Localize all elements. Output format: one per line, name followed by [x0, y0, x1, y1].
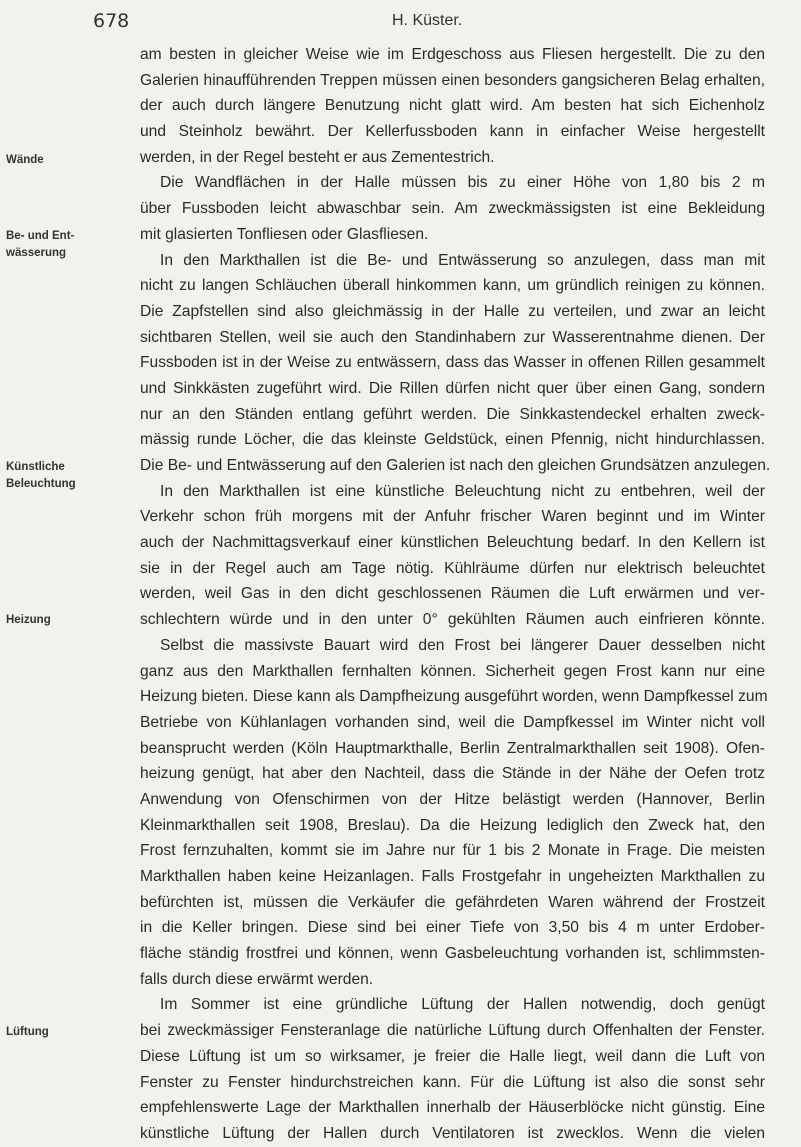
text-line: beansprucht werden (Köln Hauptmarkthalle, Berlin Zentralmarkthallen seit 1908). Ofen-	[140, 739, 765, 757]
text-line: der auch durch längere Benutzung nicht glatt wird. Am besten hat sich Eichenholz	[140, 97, 765, 115]
margin-note-kuenstliche: Künstliche	[6, 461, 65, 473]
page-number: 678	[93, 10, 130, 32]
text-line: und Steinholz bewährt. Der Kellerfussboden kann in einfacher Weise hergestellt	[140, 123, 765, 141]
text-line: fläche ständig frostfrei und können, wenn Gasbeleuchtung vorhanden ist, schlimmsten-	[140, 945, 765, 963]
text-line: befürchten ist, müssen die Verkäufer die gefährdeten Waren während der Frostzeit	[140, 893, 765, 911]
margin-notes	[0, 0, 130, 1041]
text-line: sichtbaren Stellen, weil sie auch den Standinhabern zur Wasserentnahme dienen. Der	[140, 328, 765, 346]
text-line: mässig runde Löcher, die das kleinste Geldstück, einen Pfennig, nicht hindurchlassen.	[140, 431, 765, 449]
text-line: sie in der Regel auch am Tage nötig. Kühlräume dürfen nur elektrisch beleuchtet	[140, 559, 765, 577]
text-line: über Fussboden leicht abwaschbar sein. Am zweckmässigsten ist eine Bekleidung	[140, 200, 765, 218]
margin-note-be-und-ent: Be- und Ent-	[6, 230, 75, 242]
text-line: Die Zapfstellen sind also gleichmässig in der Halle zu verteilen, und zwar an leicht	[140, 302, 765, 320]
text-line: Fenster zu Fenster hindurchstreichen kann. Für die Lüftung ist also die sonst sehr	[140, 1073, 765, 1091]
text-line: Verkehr schon früh morgens mit der Anfuhr frischer Waren beginnt und im Winter	[140, 508, 765, 526]
text-line: werden, in der Regel besteht er aus Zementestrich.	[140, 148, 495, 166]
text-line: falls durch diese erwärmt werden.	[140, 970, 374, 988]
text-line: künstliche Lüftung der Hallen durch Ventilatoren ist zwecklos. Wenn die vielen	[140, 1124, 765, 1142]
text-line: Heizung bieten. Diese kann als Dampfheizung ausgeführt worden, wenn Dampfkessel zum	[140, 688, 768, 706]
text-line: Anwendung von Ofenschirmen von der Hitze belästigt werden (Hannover, Berlin	[140, 790, 765, 808]
margin-note-heizung: Heizung	[6, 614, 51, 626]
text-line: In den Markthallen ist eine künstliche Beleuchtung nicht zu entbehren, weil der	[160, 482, 765, 500]
text-line: auch der Nachmittagsverkauf einer künstlichen Beleuchtung bedarf. In den Kellern ist	[140, 534, 765, 552]
text-line: ganz aus den Markthallen fernhalten können. Sicherheit gegen Frost kann nur eine	[140, 662, 765, 680]
text-line: Im Sommer ist eine gründliche Lüftung der Hallen notwendig, doch genügt	[160, 996, 765, 1014]
text-line: Betriebe von Kühlanlagen vorhanden sind, weil die Dampfkessel im Winter nicht voll	[140, 713, 765, 731]
text-line: mit glasierten Tonfliesen oder Glasfliesen.	[140, 225, 429, 243]
body-text	[140, 42, 771, 1147]
text-line: nur an den Ständen entlang geführt werden. Die Sinkkastendeckel erhalten zweck-	[140, 405, 765, 423]
margin-note-lueftung: Lüftung	[6, 1026, 49, 1038]
text-line: Die Be- und Entwässerung auf den Galerien ist nach den gleichen Grundsätzen anzulegen.	[140, 457, 771, 474]
text-line: Frost fernzuhalten, kommt sie im Jahre nur für 1 bis 2 Monate in Frage. Die meisten	[140, 842, 765, 860]
text-line: Kleinmarkthallen seit 1908, Breslau). Da die Heizung lediglich den Zweck hat, den	[140, 816, 765, 834]
margin-note-waende: Wände	[6, 154, 44, 166]
text-line: Diese Lüftung ist um so wirksamer, je freier die Halle liegt, weil dann die Luft von	[140, 1047, 765, 1065]
text-line: nicht zu langen Schläuchen überall hinkommen kann, um gründlich reinigen zu können.	[140, 277, 765, 295]
text-line: In den Markthallen ist die Be- und Entwässerung so anzulegen, dass man mit	[160, 251, 765, 269]
margin-note-waesserung: wässerung	[6, 247, 67, 259]
text-line: werden, weil Gas in den dicht geschlossenen Räumen die Luft erwärmen und ver-	[140, 585, 765, 603]
text-line: bei zweckmässiger Fensteranlage die natürliche Lüftung durch Offenhalten der Fenster.	[140, 1022, 765, 1040]
text-line: Galerien hinaufführenden Treppen müssen einen besonders gangsicheren Belag erhalten,	[140, 71, 765, 89]
text-line: empfehlenswerte Lage der Markthallen innerhalb der Häuserblöcke nicht günstig. Eine	[140, 1099, 765, 1117]
running-head: H. Küster.	[392, 12, 463, 29]
text-line: heizung genügt, hat aber den Nachteil, dass die Stände in der Nähe der Oefen trotz	[140, 765, 765, 783]
text-line: Selbst die massivste Bauart wird den Frost bei längerer Dauer desselben nicht	[160, 636, 765, 654]
text-line: schlechtern würde und in den unter 0° gekühlten Räumen auch einfrieren könnte.	[140, 611, 765, 629]
text-line: am besten in gleicher Weise wie im Erdgeschoss aus Fliesen hergestellt. Die zu den	[140, 46, 765, 63]
text-line: Markthallen haben keine Heizanlagen. Falls Frostgefahr in ungeheizten Markthallen zu	[140, 868, 765, 885]
text-line: und Sinkkästen zugeführt wird. Die Rillen dürfen nicht quer über einen Gang, sondern	[140, 379, 765, 397]
text-line: in die Keller bringen. Diese sind bei einer Tiefe von 3,50 bis 4 m unter Erdober-	[140, 919, 765, 937]
margin-note-beleuchtung: Beleuchtung	[6, 478, 76, 490]
text-line: Fussboden ist in der Weise zu entwässern, dass das Wasser in offenen Rillen gesammelt	[140, 354, 765, 372]
text-line: Die Wandflächen in der Halle müssen bis zu einer Höhe von 1,80 bis 2 m	[160, 174, 765, 192]
